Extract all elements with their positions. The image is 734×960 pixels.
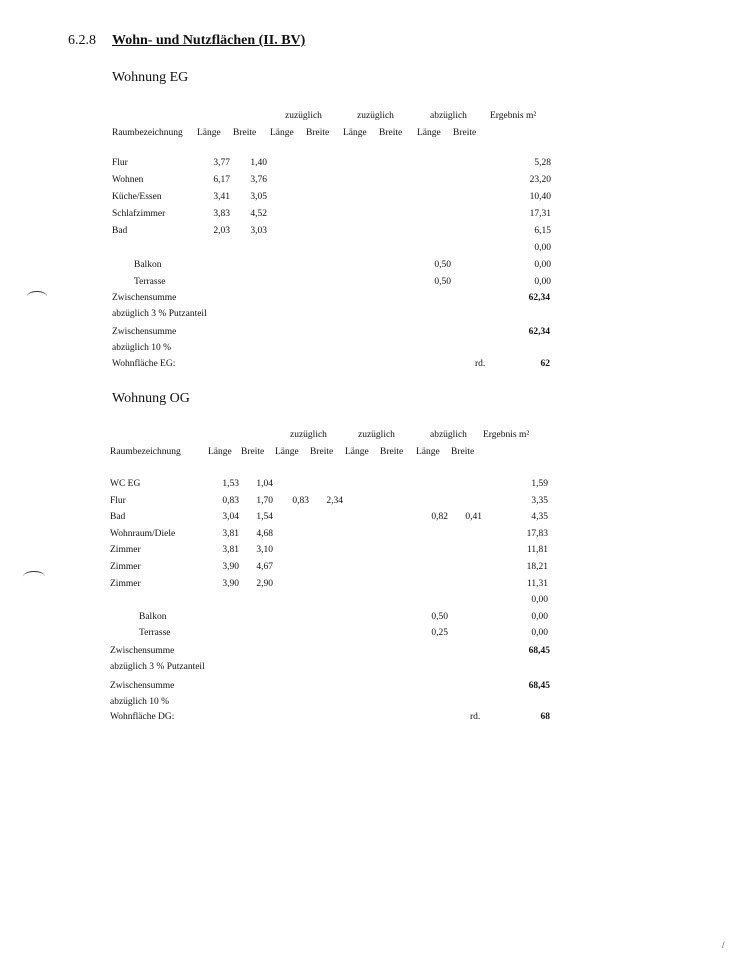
eg-subtotal2-value: 62,34 xyxy=(528,327,550,337)
eg-hdr-zl2-laenge: Länge xyxy=(343,128,367,138)
eg-row-b: 3,76 xyxy=(250,175,267,185)
og-row-result: 11,81 xyxy=(526,545,548,556)
eg-row-l: 3,77 xyxy=(213,158,230,168)
og-row-b: 4,67 xyxy=(256,562,273,572)
og-row-l: 3,90 xyxy=(222,578,239,589)
eg-row-l: 3,41 xyxy=(213,192,230,202)
og-hdr-ab-laenge: Länge xyxy=(416,447,440,457)
section-number: 6.2.8 xyxy=(68,33,96,48)
og-row-label: Bad xyxy=(110,512,126,523)
eg-row-b: 1,40 xyxy=(250,158,267,168)
eg-hdr-ab-laenge: Länge xyxy=(417,128,441,138)
og-row-al: 0,25 xyxy=(431,628,448,639)
og-row-result: 1,59 xyxy=(531,479,548,489)
eg-row-result: 6,15 xyxy=(534,226,551,236)
eg-hdr-laenge: Länge xyxy=(197,128,221,138)
og-row-label: Wohnraum/Diele xyxy=(110,528,176,539)
og-title: Wohnung OG xyxy=(112,391,190,406)
eg-hdr-breite: Breite xyxy=(233,128,257,138)
eg-row-label: Bad xyxy=(112,226,128,236)
punch-hole-mark xyxy=(27,291,47,302)
og-row-label: Flur xyxy=(110,495,126,506)
og-row-b: 3,10 xyxy=(256,545,273,556)
og-subtotal1-value: 68,45 xyxy=(528,646,550,656)
og-row-b: 4,68 xyxy=(256,528,273,539)
eg-hdr-zuzueglich-1: zuzüglich xyxy=(285,111,322,121)
eg-title: Wohnung EG xyxy=(112,70,189,85)
eg-row-result: 0,00 xyxy=(534,277,551,287)
og-row-zl: 0,83 xyxy=(292,495,309,506)
eg-hdr-zl2-breite: Breite xyxy=(379,128,403,138)
og-hdr-zl-breite: Breite xyxy=(310,447,334,457)
og-row-l: 3,81 xyxy=(222,545,239,556)
eg-row-label: Schlafzimmer xyxy=(112,209,166,219)
og-row-al: 0,50 xyxy=(431,611,448,622)
og-hdr-zl-laenge: Länge xyxy=(275,447,299,457)
og-row-l: 3,81 xyxy=(222,528,239,539)
eg-hdr-zl-laenge: Länge xyxy=(270,128,294,138)
og-row-al: 0,82 xyxy=(431,512,448,523)
og-row-result: 0,00 xyxy=(531,611,548,622)
eg-row-label: Balkon xyxy=(134,260,162,270)
og-hdr-ergebnis: Ergebnis m² xyxy=(483,430,530,440)
og-row-label: Zimmer xyxy=(110,562,141,572)
og-row-result: 17,83 xyxy=(526,528,548,539)
og-row-label: WC EG xyxy=(110,479,141,489)
eg-minus10-label: abzüglich 10 % xyxy=(112,343,172,353)
og-total-label: Wohnfläche DG: xyxy=(110,712,175,722)
eg-row-result: 0,00 xyxy=(534,260,551,270)
eg-row-result: 10,40 xyxy=(529,192,551,202)
eg-hdr-abzueglich: abzüglich xyxy=(430,111,467,121)
og-row-l: 3,04 xyxy=(222,512,239,523)
eg-hdr-ab-breite: Breite xyxy=(453,128,477,138)
section-title: Wohn- und Nutzflächen (II. BV) xyxy=(112,33,306,48)
og-row-ab: 0,41 xyxy=(465,512,482,523)
eg-total-value: 62 xyxy=(540,359,550,369)
eg-row-l: 2,03 xyxy=(213,226,230,236)
og-row-result: 3,35 xyxy=(531,495,548,506)
og-rd: rd. xyxy=(470,712,481,722)
og-row-b: 1,04 xyxy=(256,479,273,489)
eg-row-result: 17,31 xyxy=(529,209,551,219)
eg-row-b: 3,05 xyxy=(250,192,267,202)
og-hdr-zl2-breite: Breite xyxy=(380,447,404,457)
og-row-result: 11,31 xyxy=(526,578,548,589)
eg-total-label: Wohnfläche EG: xyxy=(112,359,176,369)
og-hdr-zl2-laenge: Länge xyxy=(345,447,369,457)
eg-row-b: 4,52 xyxy=(250,209,267,219)
eg-row-result: 0,00 xyxy=(534,243,551,253)
eg-row-al: 0,50 xyxy=(434,260,451,270)
eg-subtotal1-label: Zwischensumme xyxy=(112,293,177,303)
scan-speck: / xyxy=(722,940,725,950)
og-row-label: Balkon xyxy=(139,611,167,622)
og-hdr-zuzueglich-2: zuzüglich xyxy=(358,430,395,440)
og-row-b: 2,90 xyxy=(256,578,273,589)
og-row-l: 3,90 xyxy=(222,562,239,572)
og-row-l: 0,83 xyxy=(222,495,239,506)
eg-row-b: 3,03 xyxy=(250,226,267,236)
eg-hdr-zl-breite: Breite xyxy=(306,128,330,138)
eg-row-label: Flur xyxy=(112,158,128,168)
eg-row-result: 5,28 xyxy=(534,158,551,168)
og-row-zb: 2,34 xyxy=(326,495,343,506)
og-hdr-abzueglich: abzüglich xyxy=(430,430,467,440)
og-hdr-zuzueglich-1: zuzüglich xyxy=(290,430,327,440)
eg-hdr-raum: Raumbezeichnung xyxy=(112,128,183,138)
og-row-result: 18,21 xyxy=(526,562,548,572)
og-row-b: 1,54 xyxy=(256,512,273,523)
eg-row-label: Küche/Essen xyxy=(112,192,162,202)
eg-hdr-ergebnis: Ergebnis m² xyxy=(490,111,537,121)
og-hdr-ab-breite: Breite xyxy=(451,447,475,457)
eg-row-result: 23,20 xyxy=(529,175,551,185)
og-row-result: 0,00 xyxy=(531,628,548,639)
eg-rd: rd. xyxy=(475,359,486,369)
eg-row-l: 6,17 xyxy=(213,175,230,185)
og-minus10-label: abzüglich 10 % xyxy=(110,697,170,707)
og-hdr-laenge: Länge xyxy=(208,447,232,457)
og-row-label: Zimmer xyxy=(110,578,141,589)
eg-subtotal2-label: Zwischensumme xyxy=(112,327,177,337)
og-total-value: 68 xyxy=(540,712,550,722)
og-row-result: 0,00 xyxy=(531,595,548,606)
eg-hdr-zuzueglich-2: zuzüglich xyxy=(357,111,394,121)
og-hdr-raum: Raumbezeichnung xyxy=(110,447,181,457)
og-subtotal2-label: Zwischensumme xyxy=(110,681,175,691)
og-row-l: 1,53 xyxy=(222,479,239,489)
og-row-b: 1,70 xyxy=(256,495,273,506)
eg-row-al: 0,50 xyxy=(434,277,451,287)
eg-row-label: Wohnen xyxy=(112,175,144,185)
eg-subtotal1-value: 62,34 xyxy=(528,293,550,303)
eg-row-label: Terrasse xyxy=(134,277,166,287)
eg-putz-label: abzüglich 3 % Putzanteil xyxy=(112,309,207,319)
punch-hole-mark xyxy=(23,571,45,582)
og-row-label: Terrasse xyxy=(139,628,171,639)
og-putz-label: abzüglich 3 % Putzanteil xyxy=(110,662,205,672)
og-row-result: 4,35 xyxy=(531,512,548,523)
og-subtotal2-value: 68,45 xyxy=(528,681,550,691)
og-row-label: Zimmer xyxy=(110,545,141,556)
eg-row-l: 3,83 xyxy=(213,209,230,219)
og-subtotal1-label: Zwischensumme xyxy=(110,646,175,656)
og-hdr-breite: Breite xyxy=(241,447,265,457)
